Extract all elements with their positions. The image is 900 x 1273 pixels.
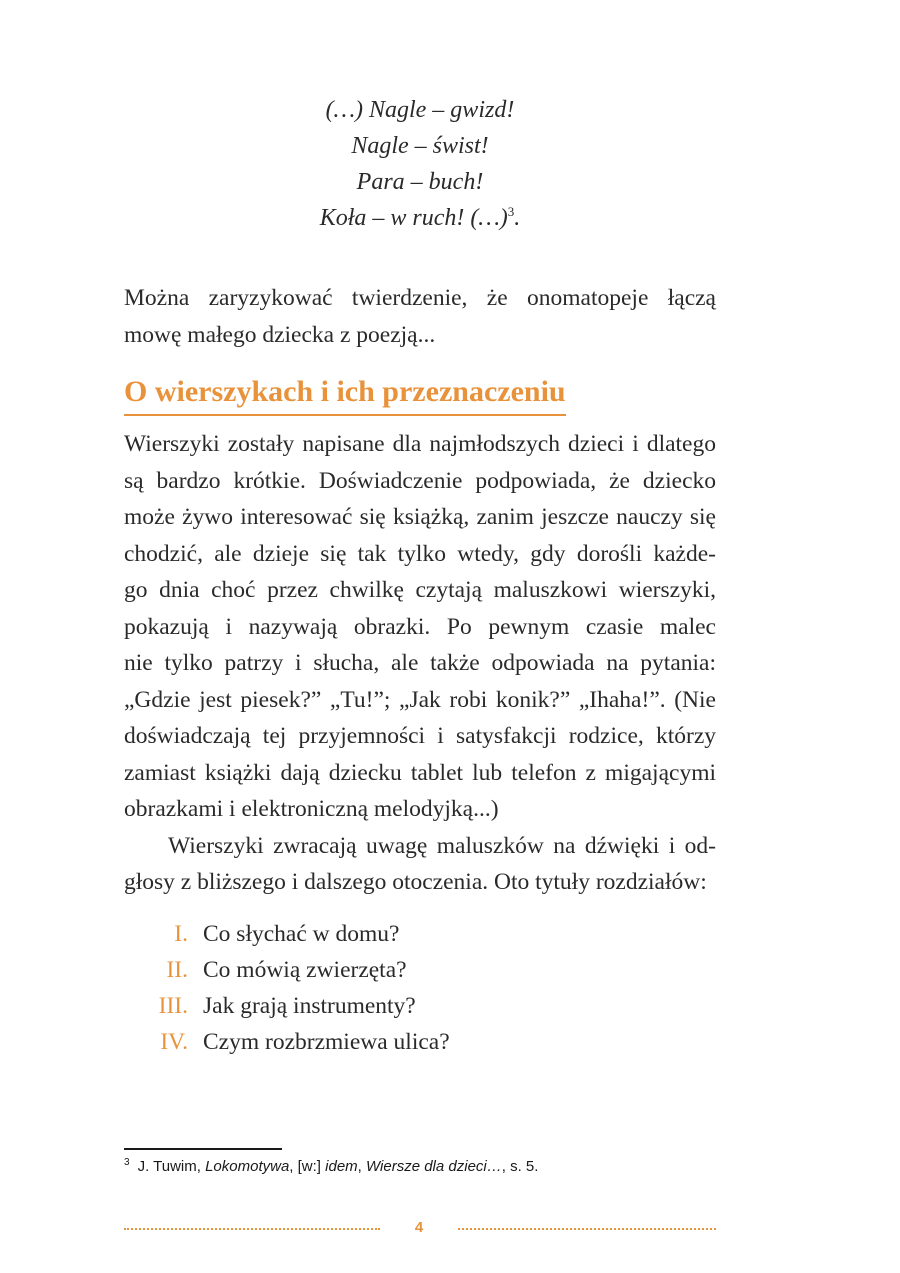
chapter-title: Czym rozbrzmiewa ulica? — [203, 1029, 450, 1055]
body-text — [124, 426, 716, 901]
chapter-numeral: I. — [174, 921, 188, 947]
footnote-mark: 3 — [124, 1157, 130, 1168]
text-line: go dnia choć przez chwilkę czytają maluszkowi wierszyki, — [124, 577, 716, 603]
footnote-idem: idem — [325, 1158, 358, 1175]
list-item — [124, 916, 450, 952]
section-heading: O wierszykach i ich przeznaczeniu — [124, 372, 566, 416]
text-line: Wierszyki zostały napisane dla najmłodszych dzieci i dlatego — [124, 431, 716, 457]
footer-dotted-rule-left — [124, 1228, 380, 1230]
page-footer — [124, 1218, 716, 1238]
text-line: są bardzo krótkie. Doświadczenie podpowiada, że dziecko — [124, 467, 716, 494]
text-line: doświadczają tej przyjemności i satysfakcji rodzice, którzy — [124, 723, 716, 749]
text-line: nie tylko patrzy i słucha, ale także odpowiada na pytania: — [124, 650, 716, 676]
text-line: mowę małego dziecka z poezją... — [124, 321, 436, 348]
text-line: Wierszyki zwracają uwagę maluszków na dźwięki i od- — [168, 832, 716, 859]
chapter-title: Co mówią zwierzęta? — [203, 957, 407, 983]
footnote-work: Lokomotywa — [205, 1158, 290, 1175]
chapter-list — [124, 916, 450, 1060]
paragraph-1 — [124, 426, 716, 828]
footnote-collection: Wiersze dla dzieci… — [366, 1158, 502, 1175]
poem-line-last: Koła – w ruch! (…)$^3$. — [319, 204, 521, 231]
list-item — [124, 952, 450, 988]
footnote-divider — [124, 1148, 282, 1150]
text-line: Można zaryzykować twierdzenie, że onomatopeje łączą — [124, 285, 716, 311]
text-line: głosy z bliższego i dalszego otoczenia. Oto tytuły rozdziałów: — [124, 869, 707, 895]
chapter-numeral: IV. — [160, 1029, 188, 1055]
list-item — [124, 988, 450, 1024]
poem-line: (…) Nagle – gwizd! — [325, 97, 515, 123]
chapter-numeral: II. — [166, 957, 188, 983]
footnote-sep: , — [357, 1158, 366, 1175]
footer-dotted-rule-right — [458, 1228, 716, 1230]
text-line: pokazują i nazywają obrazki. Po pewnym czasie malec — [124, 613, 716, 640]
poem-line: Nagle – świst! — [351, 133, 489, 159]
footnote — [124, 1156, 538, 1178]
footnote-pages: , s. 5. — [501, 1158, 539, 1175]
text-line: chodzić, ale dzieje się tak tylko wtedy, gdy dorośli każde- — [124, 540, 716, 567]
intro-paragraph — [124, 280, 716, 353]
footnote-mid: , [w:] — [289, 1158, 326, 1175]
text-line: może żywo interesować się książką, zanim jeszcze nauczy się — [124, 504, 716, 530]
list-item — [124, 1024, 450, 1060]
text-line: zamiast książki dają dziecku tablet lub telefon z migającymi — [124, 759, 716, 786]
chapter-title: Co słychać w domu? — [203, 921, 400, 947]
paragraph-2 — [124, 828, 716, 901]
chapter-numeral: III. — [158, 993, 188, 1019]
footnote-reference: 3 — [507, 204, 515, 219]
poem-line-text: Koła – w ruch! (…) — [319, 205, 508, 231]
chapter-title: Jak grają instrumenty? — [203, 993, 416, 1019]
footnote-author: J. Tuwim, — [137, 1158, 206, 1175]
page-number: 4 — [414, 1219, 424, 1236]
text-line: „Gdzie jest piesek?” „Tu!”; „Jak robi konik?” „Ihaha!”. (Nie — [124, 686, 716, 713]
poem-line: Para – buch! — [356, 169, 484, 195]
text-line: obrazkami i elektroniczną melodyjką...) — [124, 796, 499, 822]
poem-excerpt — [0, 92, 840, 236]
